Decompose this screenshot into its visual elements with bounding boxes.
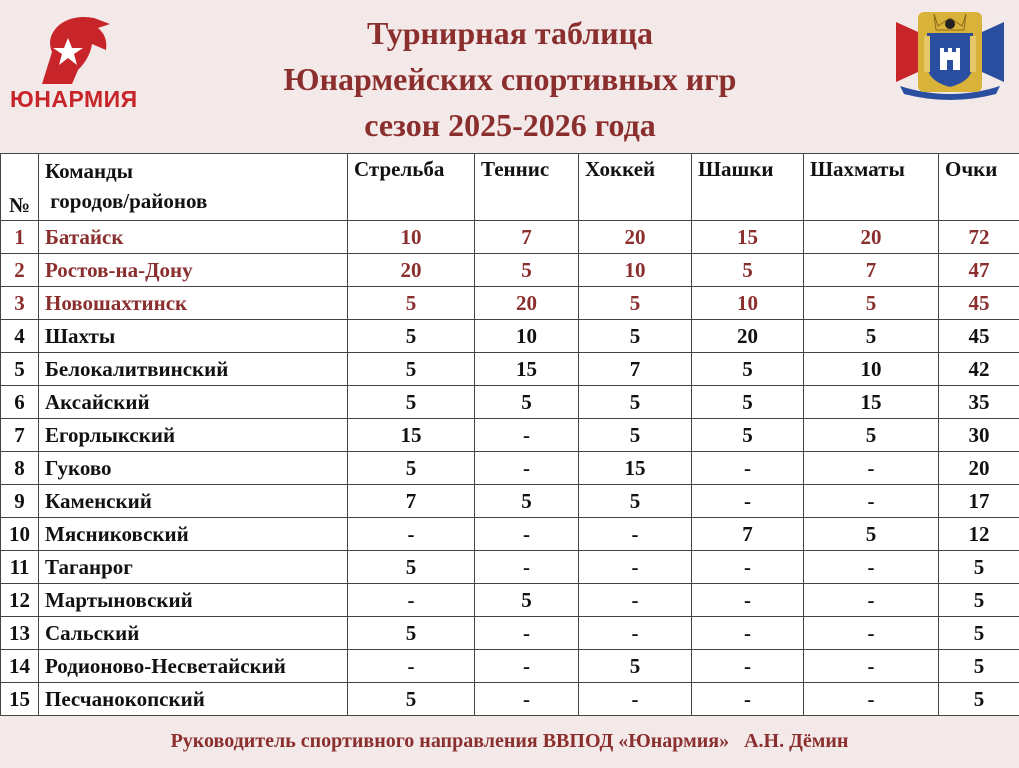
row-chess: - [804, 452, 939, 485]
row-shooting: 10 [348, 221, 475, 254]
row-checkers: 7 [692, 518, 804, 551]
row-number: 7 [1, 419, 39, 452]
row-points: 5 [939, 650, 1019, 683]
row-team: Таганрог [39, 551, 348, 584]
row-chess: 20 [804, 221, 939, 254]
row-chess: - [804, 584, 939, 617]
row-checkers: 5 [692, 353, 804, 386]
row-team: Аксайский [39, 386, 348, 419]
header-hockey: Хоккей [579, 154, 692, 221]
header-points: Очки [939, 154, 1019, 221]
row-points: 5 [939, 584, 1019, 617]
row-number: 15 [1, 683, 39, 716]
row-team: Батайск [39, 221, 348, 254]
row-tennis: - [475, 650, 579, 683]
table-row [1, 419, 1019, 452]
logo-text: ЮНАРМИЯ [10, 86, 138, 112]
standings-table-wrapper [0, 153, 1019, 716]
row-tennis: 5 [475, 254, 579, 287]
row-checkers: - [692, 485, 804, 518]
row-number: 9 [1, 485, 39, 518]
row-chess: 5 [804, 518, 939, 551]
header-team-line-2: городов/районов [45, 189, 208, 213]
row-checkers: - [692, 617, 804, 650]
row-tennis: - [475, 452, 579, 485]
header-tennis: Теннис [475, 154, 579, 221]
header-shooting: Стрельба [348, 154, 475, 221]
table-row [1, 320, 1019, 353]
row-team: Новошахтинск [39, 287, 348, 320]
row-tennis: - [475, 419, 579, 452]
page-title [200, 10, 820, 148]
row-number: 6 [1, 386, 39, 419]
row-points: 42 [939, 353, 1019, 386]
row-checkers: - [692, 584, 804, 617]
table-row [1, 518, 1019, 551]
row-shooting: 5 [348, 617, 475, 650]
row-chess: - [804, 683, 939, 716]
footer-signature: Руководитель спортивного направления ВВПОД «Юнармия» А.Н. Дёмин [170, 730, 849, 752]
row-team: Егорлыкский [39, 419, 348, 452]
table-row [1, 452, 1019, 485]
row-hockey: 5 [579, 320, 692, 353]
row-tennis: - [475, 551, 579, 584]
row-team: Ростов-на-Дону [39, 254, 348, 287]
row-team: Песчанокопский [39, 683, 348, 716]
row-number: 10 [1, 518, 39, 551]
row-hockey: 5 [579, 386, 692, 419]
row-checkers: - [692, 650, 804, 683]
row-chess: 5 [804, 287, 939, 320]
row-hockey: - [579, 584, 692, 617]
row-points: 5 [939, 617, 1019, 650]
standings-table [0, 153, 1019, 716]
table-header-row [1, 154, 1019, 221]
row-shooting: 15 [348, 419, 475, 452]
row-points: 12 [939, 518, 1019, 551]
row-shooting: 5 [348, 683, 475, 716]
rostov-oblast-coat-of-arms-icon [888, 2, 1012, 104]
row-number: 1 [1, 221, 39, 254]
row-tennis: 7 [475, 221, 579, 254]
header-checkers: Шашки [692, 154, 804, 221]
row-number: 5 [1, 353, 39, 386]
row-number: 2 [1, 254, 39, 287]
row-tennis: - [475, 617, 579, 650]
row-checkers: - [692, 452, 804, 485]
row-checkers: 5 [692, 254, 804, 287]
table-row [1, 650, 1019, 683]
yunarmiya-logo [10, 14, 138, 114]
table-row [1, 287, 1019, 320]
row-hockey: 5 [579, 650, 692, 683]
row-team: Каменский [39, 485, 348, 518]
row-checkers: - [692, 551, 804, 584]
row-team: Белокалитвинский [39, 353, 348, 386]
row-points: 47 [939, 254, 1019, 287]
row-tennis: 20 [475, 287, 579, 320]
row-checkers: 10 [692, 287, 804, 320]
row-team: Сальский [39, 617, 348, 650]
row-shooting: 5 [348, 353, 475, 386]
table-row [1, 584, 1019, 617]
row-points: 30 [939, 419, 1019, 452]
row-chess: 10 [804, 353, 939, 386]
row-chess: 5 [804, 419, 939, 452]
row-checkers: 5 [692, 419, 804, 452]
row-points: 45 [939, 287, 1019, 320]
header-chess: Шахматы [804, 154, 939, 221]
row-hockey: 15 [579, 452, 692, 485]
row-hockey: 7 [579, 353, 692, 386]
table-row [1, 221, 1019, 254]
header-team-line-1: Команды [45, 159, 134, 183]
table-row [1, 617, 1019, 650]
row-chess: 7 [804, 254, 939, 287]
row-hockey: - [579, 617, 692, 650]
row-tennis: - [475, 683, 579, 716]
row-tennis: 5 [475, 386, 579, 419]
row-team: Мартыновский [39, 584, 348, 617]
row-number: 4 [1, 320, 39, 353]
table-row [1, 386, 1019, 419]
row-chess: - [804, 617, 939, 650]
title-line-2: Юнармейских спортивных игр [283, 61, 737, 97]
row-points: 35 [939, 386, 1019, 419]
row-team: Гуково [39, 452, 348, 485]
row-points: 5 [939, 683, 1019, 716]
row-number: 11 [1, 551, 39, 584]
row-chess: 15 [804, 386, 939, 419]
row-points: 45 [939, 320, 1019, 353]
row-hockey: - [579, 551, 692, 584]
row-shooting: 5 [348, 551, 475, 584]
table-row [1, 683, 1019, 716]
row-number: 8 [1, 452, 39, 485]
row-hockey: 5 [579, 287, 692, 320]
coat-of-arms [888, 2, 1012, 104]
row-chess: - [804, 485, 939, 518]
row-shooting: 20 [348, 254, 475, 287]
row-hockey: - [579, 518, 692, 551]
row-shooting: - [348, 650, 475, 683]
header-team [39, 154, 348, 221]
row-tennis: 10 [475, 320, 579, 353]
row-team: Родионово-Несветайский [39, 650, 348, 683]
row-points: 17 [939, 485, 1019, 518]
row-points: 72 [939, 221, 1019, 254]
row-points: 5 [939, 551, 1019, 584]
header-number: № [1, 154, 39, 221]
row-number: 13 [1, 617, 39, 650]
table-row [1, 254, 1019, 287]
row-tennis: - [475, 518, 579, 551]
table-row [1, 353, 1019, 386]
row-number: 12 [1, 584, 39, 617]
row-chess: - [804, 551, 939, 584]
row-shooting: 5 [348, 452, 475, 485]
row-shooting: 5 [348, 320, 475, 353]
row-shooting: - [348, 584, 475, 617]
row-checkers: - [692, 683, 804, 716]
row-tennis: 5 [475, 584, 579, 617]
row-chess: 5 [804, 320, 939, 353]
row-hockey: 5 [579, 419, 692, 452]
title-line-3: сезон 2025-2026 года [364, 107, 656, 143]
row-checkers: 15 [692, 221, 804, 254]
row-team: Мясниковский [39, 518, 348, 551]
row-hockey: - [579, 683, 692, 716]
row-points: 20 [939, 452, 1019, 485]
row-checkers: 20 [692, 320, 804, 353]
table-row [1, 551, 1019, 584]
table-row [1, 485, 1019, 518]
title-line-1: Турнирная таблица [366, 15, 654, 51]
row-chess: - [804, 650, 939, 683]
row-tennis: 15 [475, 353, 579, 386]
row-number: 14 [1, 650, 39, 683]
row-shooting: - [348, 518, 475, 551]
row-shooting: 5 [348, 287, 475, 320]
row-team: Шахты [39, 320, 348, 353]
row-tennis: 5 [475, 485, 579, 518]
row-hockey: 5 [579, 485, 692, 518]
yunarmiya-emblem-icon [32, 14, 122, 86]
row-number: 3 [1, 287, 39, 320]
row-checkers: 5 [692, 386, 804, 419]
row-shooting: 5 [348, 386, 475, 419]
row-hockey: 20 [579, 221, 692, 254]
row-hockey: 10 [579, 254, 692, 287]
row-shooting: 7 [348, 485, 475, 518]
